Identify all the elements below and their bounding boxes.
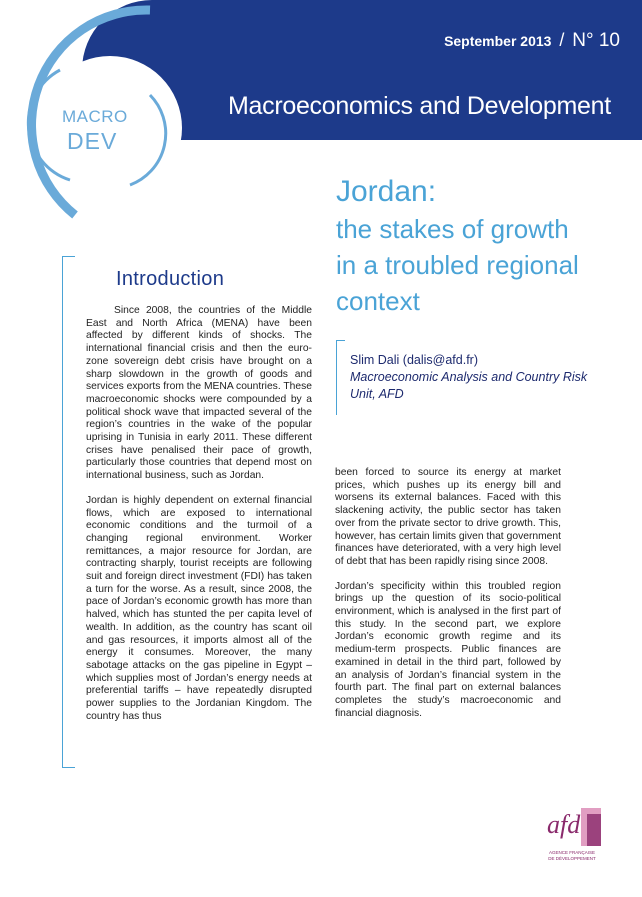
author-name: Slim Dali (dalis@afd.fr) — [350, 353, 478, 367]
title-line-4: context — [336, 286, 420, 316]
document-title — [336, 174, 579, 318]
text-column-left — [86, 305, 312, 736]
author-bracket — [336, 340, 345, 415]
intro-paragraph-3: been forced to source its energy at market prices, which pushes up its energy bill and worsens its external balances. Faced with this slackening activity, the public sector has taken over from the private sector to drive growth. This, however, has certain limits given that government finances have deteriorated, with a very high level of debt that has been rapidly rising since 2008. — [335, 467, 561, 567]
author-affiliation-1: Macroeconomic Analysis and Country Risk — [350, 370, 588, 384]
afd-logo-sub-line-1: AGENCE FRANÇAISE — [548, 850, 595, 855]
afd-logo-sub-line-2: DE DÉVELOPPEMENT — [548, 856, 596, 861]
title-line-1: Jordan: — [336, 175, 437, 208]
logo-text-macro: MACRO — [62, 107, 128, 126]
author-affiliation-2: Unit, AFD — [350, 387, 404, 401]
issue-info — [444, 30, 620, 52]
title-line-3: in a troubled regional — [336, 250, 579, 280]
afd-logo-subtitle — [541, 850, 603, 862]
intro-paragraph-1: Since 2008, the countries of the Middle East and North Africa (MENA) have been affected by different kinds of shocks. The international financial crisis and then the euro-zone sovereign debt crisis have brought on a sharp slowdown in the growth of goods and services exports from the MENA countries. These macroeconomic shocks were compounded by a political shock wave that impacted several of the region’s countries in the wake of the popular uprising in Tunisia in early 2011. These different crises have penalised their pace of growth, particularly those countries that depend most on international business, such as Jordan. — [86, 305, 312, 482]
logo-text-dev: DEV — [67, 128, 118, 154]
intro-heading: Introduction — [116, 268, 225, 290]
intro-paragraph-4: Jordan’s specificity within this troubled region brings up the question of its socio-political environment, which is analysed in the first part of this study. In the second part, we explore Jordan’s economic growth regime and its medium-term prospects. Public finances are examined in detail in the third part, followed by an analysis of Jordan’s financial system in the fourth part. The final part on external balances completes the study’s macroeconomic and financial diagnosis. — [335, 580, 561, 719]
author-block — [350, 352, 587, 403]
series-title: Macroeconomics and Development — [228, 92, 611, 120]
title-line-2: the stakes of growth — [336, 214, 569, 244]
text-column-right — [335, 467, 561, 732]
afd-logo — [541, 806, 603, 874]
issue-date: September 2013 — [444, 33, 552, 49]
issue-separator: / — [559, 30, 565, 50]
afd-logo-word: afd — [547, 810, 581, 839]
intro-bracket — [62, 256, 75, 768]
intro-paragraph-2: Jordan is highly dependent on external financial flows, which are exposed to international economic conditions and the turmoil of a changing regional environment. Worker remittances, a major resource for Jordan, are contracting sharply, tourist receipts are following suit and foreign direct investment (FDI) has taken a turn for the worse. As a result, since 2008, the pace of Jordan’s economic growth has more than halved, which has stunted the per capita level of wealth. In addition, as the country has scant oil and gas resources, it imports almost all of the energy it consumes. Moreover, the many sabotage attacks on the gas pipeline in Egypt – which supplies most of Jordan’s energy needs at preferential tariffs – have repeatedly disrupted power supplies to the Jordanian Kingdom. The country has thus — [86, 494, 312, 722]
issue-number: N° 10 — [572, 30, 620, 51]
